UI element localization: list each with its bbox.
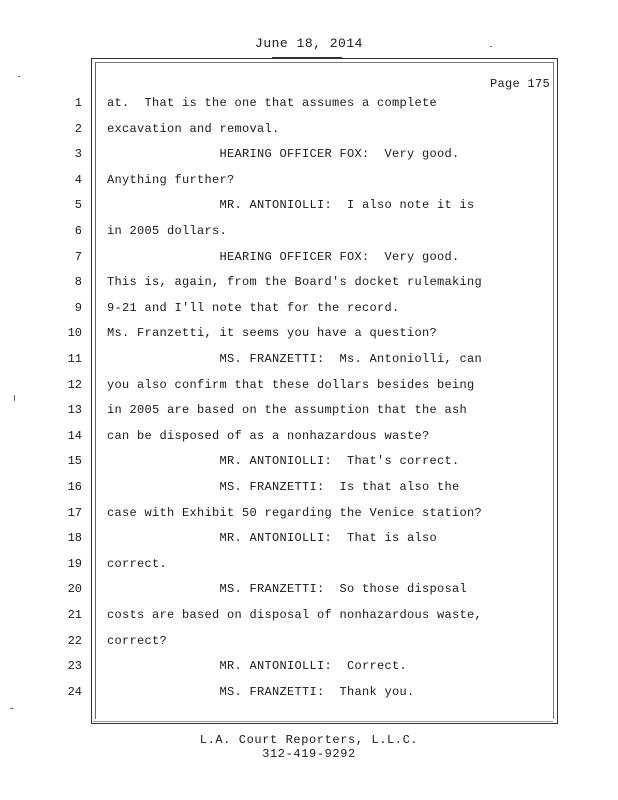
- line-text: you also confirm that these dollars besides being: [107, 378, 475, 392]
- footer-phone: 312-419-9292: [262, 747, 356, 761]
- line-number: 22: [67, 634, 82, 648]
- line-number: 1: [74, 96, 82, 110]
- line-number: 16: [67, 480, 82, 494]
- line-number: 10: [67, 326, 82, 340]
- line-text: in 2005 are based on the assumption that the ash: [107, 403, 468, 417]
- line-number: 19: [67, 557, 82, 571]
- line-text: MS. FRANZETTI: Is that also the: [107, 480, 460, 494]
- scan-speck: [14, 395, 15, 401]
- line-text: MR. ANTONIOLLI: I also note it is: [107, 198, 475, 212]
- scan-speck: [18, 76, 20, 77]
- line-number: 21: [67, 608, 82, 622]
- line-text: MS. FRANZETTI: So those disposal: [107, 582, 468, 596]
- line-number: 13: [67, 403, 82, 417]
- line-text: Anything further?: [107, 173, 235, 187]
- line-text: at. That is the one that assumes a complete: [107, 96, 438, 110]
- line-number: 24: [67, 685, 82, 699]
- page-number: Page 175: [489, 77, 550, 91]
- footer-rule: [93, 721, 553, 722]
- line-text: MS. FRANZETTI: Thank you.: [107, 685, 415, 699]
- line-text: HEARING OFFICER FOX: Very good.: [107, 250, 460, 264]
- line-text: HEARING OFFICER FOX: Very good.: [107, 147, 460, 161]
- line-number: 3: [74, 147, 82, 161]
- line-number: 17: [67, 506, 82, 520]
- line-number: 23: [67, 659, 82, 673]
- scan-speck: [490, 46, 492, 47]
- line-text: correct?: [107, 634, 168, 648]
- line-text: MS. FRANZETTI: Ms. Antoniolli, can: [107, 352, 483, 366]
- line-text: Ms. Franzetti, it seems you have a question?: [107, 326, 438, 340]
- line-text: This is, again, from the Board's docket rulemaking: [107, 275, 483, 289]
- line-number: 20: [67, 582, 82, 596]
- line-number: 8: [74, 275, 82, 289]
- line-text: MR. ANTONIOLLI: Correct.: [107, 659, 408, 673]
- line-text: 9-21 and I'll note that for the record.: [107, 301, 400, 315]
- line-number: 2: [74, 122, 82, 136]
- line-number: 9: [74, 301, 82, 315]
- line-text: MR. ANTONIOLLI: That's correct.: [107, 454, 460, 468]
- line-number: 7: [74, 250, 82, 264]
- line-number: 14: [67, 429, 82, 443]
- line-text: can be disposed of as a nonhazardous waste?: [107, 429, 430, 443]
- line-number: 6: [74, 224, 82, 238]
- line-text: in 2005 dollars.: [107, 224, 228, 238]
- line-text: excavation and removal.: [107, 122, 280, 136]
- line-number: 11: [67, 352, 82, 366]
- footer-company: L.A. Court Reporters, L.L.C.: [199, 733, 419, 747]
- header-date: June 18, 2014: [255, 36, 363, 51]
- scan-speck: [10, 708, 13, 709]
- line-text: MR. ANTONIOLLI: That is also: [107, 531, 438, 545]
- line-text: costs are based on disposal of nonhazardous waste,: [107, 608, 483, 622]
- line-number: 4: [74, 173, 82, 187]
- line-text: correct.: [107, 557, 168, 571]
- line-number: 15: [67, 454, 82, 468]
- line-number: 12: [67, 378, 82, 392]
- line-number: 5: [74, 198, 82, 212]
- line-text: case with Exhibit 50 regarding the Venice station?: [107, 506, 483, 520]
- line-number: 18: [67, 531, 82, 545]
